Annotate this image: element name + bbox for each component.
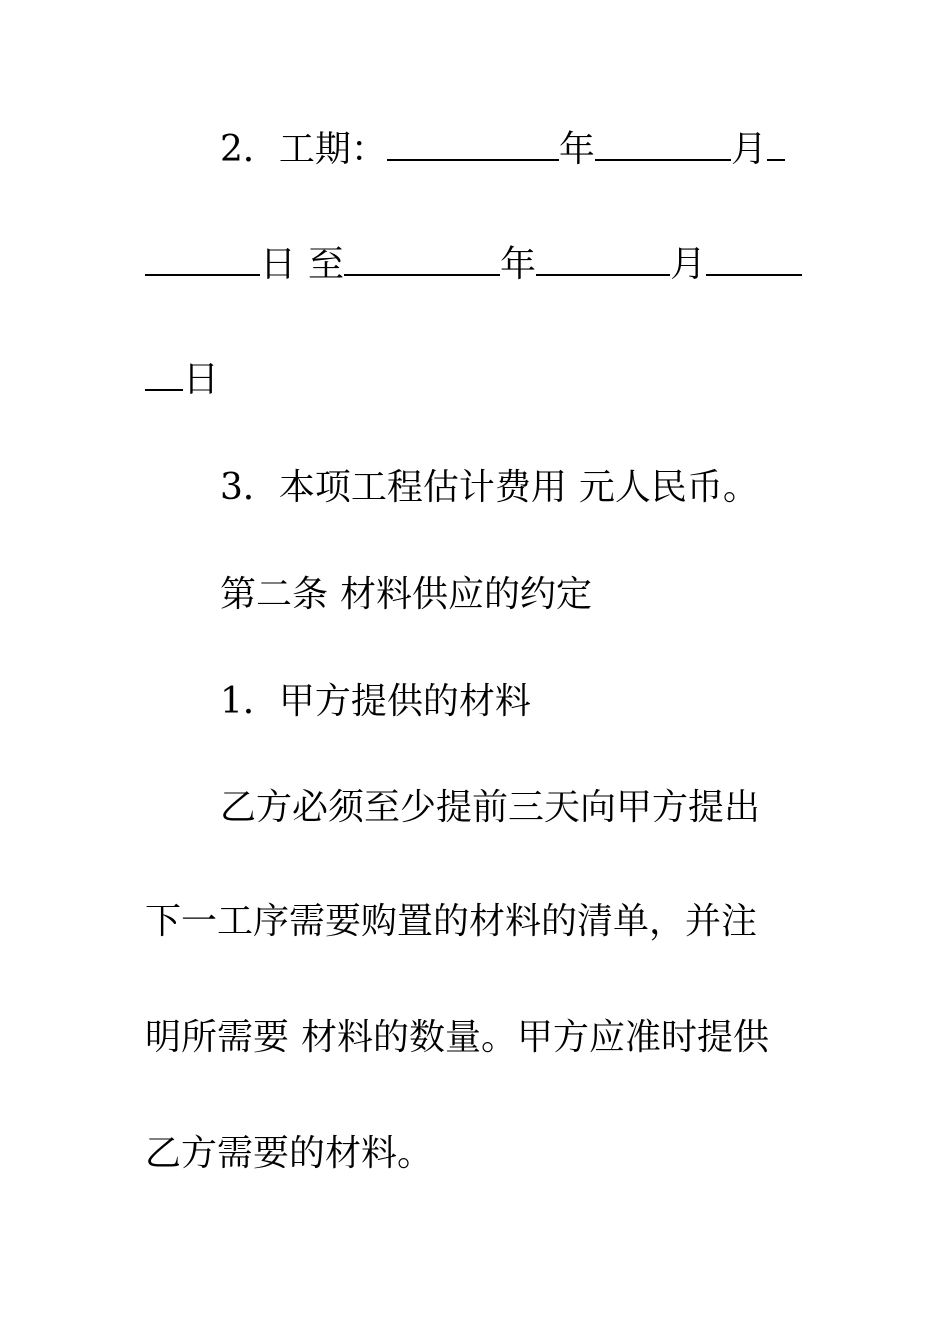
end-day-blank-part1 (706, 244, 802, 276)
item-number: 1． (220, 681, 279, 722)
start-month-unit: 月 (730, 129, 767, 170)
article-heading (220, 573, 810, 617)
item-title: 甲方提供的材料 (278, 681, 531, 722)
end-day-blank-part2 (145, 359, 183, 391)
article-title: 材料供应的约定 (340, 574, 593, 615)
paragraph-line-3a: 明所需要 (145, 1017, 290, 1058)
article-number: 第二条 (220, 574, 329, 615)
end-day-unit: 日 (183, 359, 220, 400)
paragraph-line-1: 乙方必须至少提前三天向甲方提出 (220, 787, 761, 828)
start-day-blank-part1 (767, 129, 785, 161)
schedule-line-2 (145, 243, 810, 287)
clause-label: 工期： (278, 129, 387, 170)
end-year-blank (344, 244, 500, 276)
item-heading (220, 680, 810, 724)
end-month-unit: 月 (670, 244, 707, 285)
to-text: 至 (308, 244, 345, 285)
start-year-unit: 年 (558, 129, 595, 170)
start-year-blank (387, 129, 559, 161)
cost-line (220, 466, 810, 510)
start-day-blank-part2 (145, 244, 260, 276)
paragraph-line-2: 下一工序需要购置的材料的清单，并注 (145, 901, 758, 942)
start-month-blank (595, 129, 731, 161)
clause-number: 2． (220, 129, 279, 170)
clause-number: 3． (220, 467, 279, 508)
end-year-unit: 年 (500, 244, 537, 285)
paragraph-line-4: 乙方需要的材料。 (145, 1133, 434, 1174)
cost-text-before: 本项工程估计费用 (278, 467, 567, 508)
schedule-line-3 (145, 358, 810, 402)
end-month-blank (536, 244, 670, 276)
start-day-unit: 日 (260, 244, 297, 285)
paragraph-line-3 (145, 1016, 810, 1060)
paragraph-line-3b: 材料的数量。甲方应准时提供 (301, 1017, 770, 1058)
cost-text-after: 元人民币。 (578, 467, 759, 508)
schedule-line-1 (220, 128, 810, 172)
